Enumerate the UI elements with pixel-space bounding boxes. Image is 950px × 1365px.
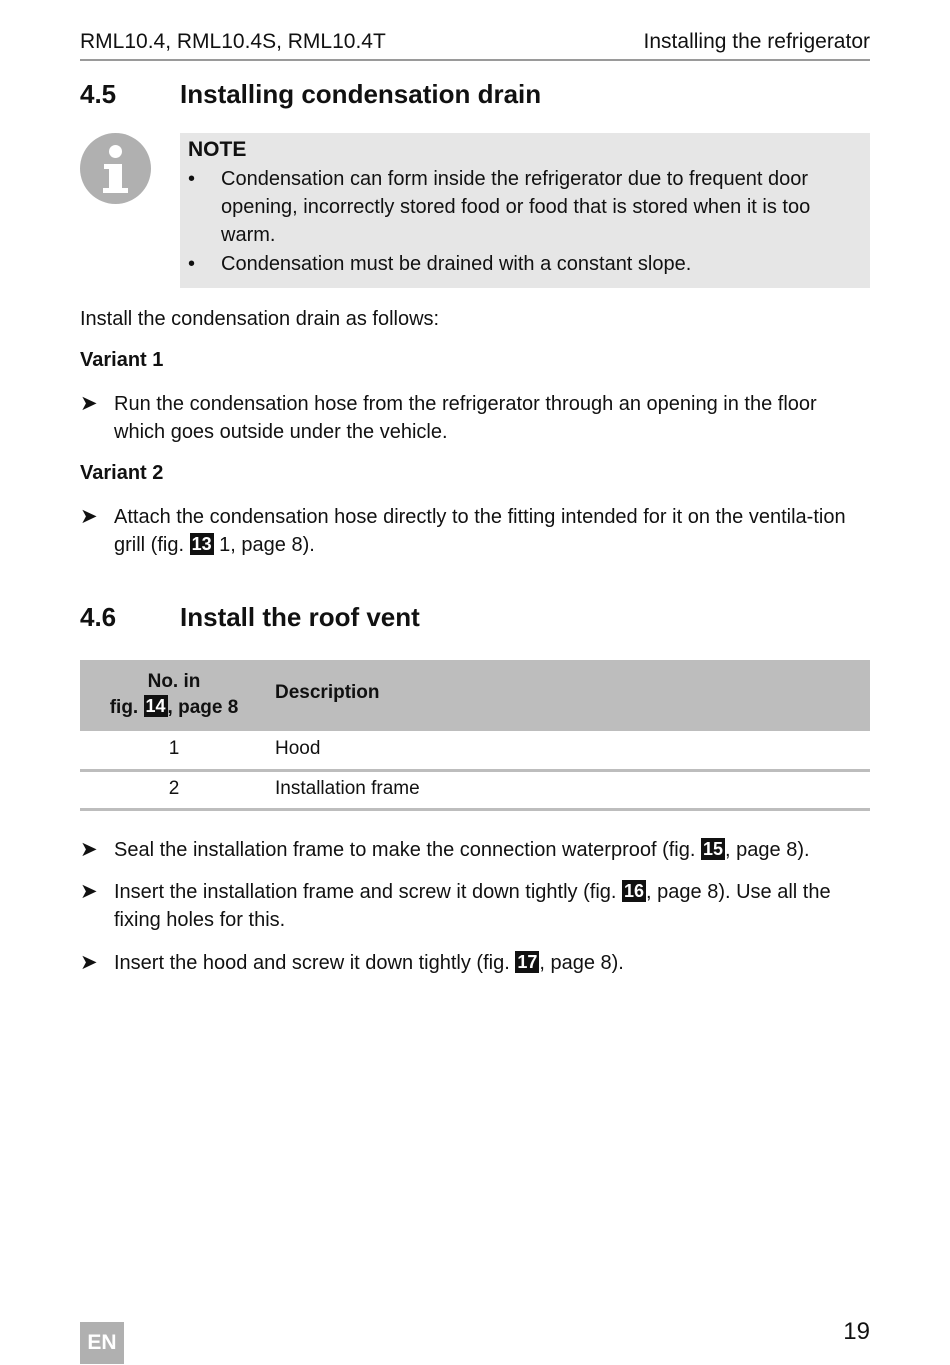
language-badge: EN [80, 1322, 124, 1364]
variant-2-step [114, 503, 872, 559]
step-text: Insert the installation frame and screw it down tightly (fig. [114, 881, 617, 903]
arrow-icon: ➤ [80, 880, 98, 903]
column-header-no [80, 669, 268, 721]
figure-ref: 17 [517, 952, 538, 972]
intro-text: Install the condensation drain as follows: [80, 308, 440, 330]
list-item [114, 878, 872, 934]
table-cell-desc: Hood [275, 738, 321, 759]
info-icon [80, 133, 151, 204]
note-item: Condensation must be drained with a constant slope. [221, 253, 692, 275]
figure-ref: 15 [703, 839, 724, 859]
variant-2-heading: Variant 2 [80, 462, 164, 484]
page-number: 19 [843, 1318, 870, 1345]
variant-1-heading: Variant 1 [80, 349, 164, 371]
section-title: Installing condensation drain [180, 79, 542, 109]
column-header-text: No. in [147, 671, 201, 692]
step-text: Attach the condensation hose directly to the fitting intended for it on the ventila-tion grill (fig. [114, 506, 846, 556]
variant-1-step: Run the condensation hose from the refrigerator through an opening in the floor which goes outside under the vehicle. [114, 393, 817, 443]
figure-ref: 16 [624, 881, 645, 901]
table-row-divider [80, 808, 870, 811]
arrow-icon: ➤ [80, 505, 98, 528]
note-box [180, 133, 870, 288]
arrow-icon: ➤ [80, 951, 98, 974]
list-item [114, 949, 872, 977]
table-cell-no: 2 [168, 778, 180, 799]
section-number: 4.5 [80, 79, 117, 109]
step-text: , page 8). [725, 839, 810, 861]
step-text: , page 8). [539, 952, 624, 974]
list-item [114, 836, 872, 864]
arrow-icon: ➤ [80, 838, 98, 861]
step-text: 1, page 8). [213, 534, 315, 556]
header-models: RML10.4, RML10.4S, RML10.4T [80, 30, 386, 53]
table-row-divider [80, 769, 870, 772]
table-cell-desc: Installation frame [275, 778, 420, 799]
section-number: 4.6 [80, 602, 117, 632]
header-rule [80, 59, 870, 61]
column-header-description: Description [275, 682, 380, 703]
header-chapter: Installing the refrigerator [643, 30, 870, 53]
step-text: Insert the hood and screw it down tightly (fig. [114, 952, 510, 974]
column-header-text: , page 8 [167, 697, 239, 718]
section-title: Install the roof vent [180, 602, 420, 632]
table-header [80, 660, 870, 731]
note-bullet: • [188, 168, 196, 190]
table-cell-no: 1 [168, 738, 180, 759]
note-item: Condensation can form inside the refrigerator due to frequent door opening, incorrectly stored food or food that is stored when it is too warm. [221, 168, 811, 246]
note-bullet: • [188, 253, 196, 275]
step-text: Seal the installation frame to make the connection waterproof (fig. [114, 839, 696, 861]
figure-ref: 13 [191, 534, 212, 554]
step-text: , page 8). Use all the fixing holes for this. [114, 881, 831, 931]
column-header-text: fig. [109, 697, 139, 718]
figure-ref: 14 [145, 696, 166, 716]
note-title: NOTE [188, 138, 247, 161]
arrow-icon: ➤ [80, 392, 98, 415]
